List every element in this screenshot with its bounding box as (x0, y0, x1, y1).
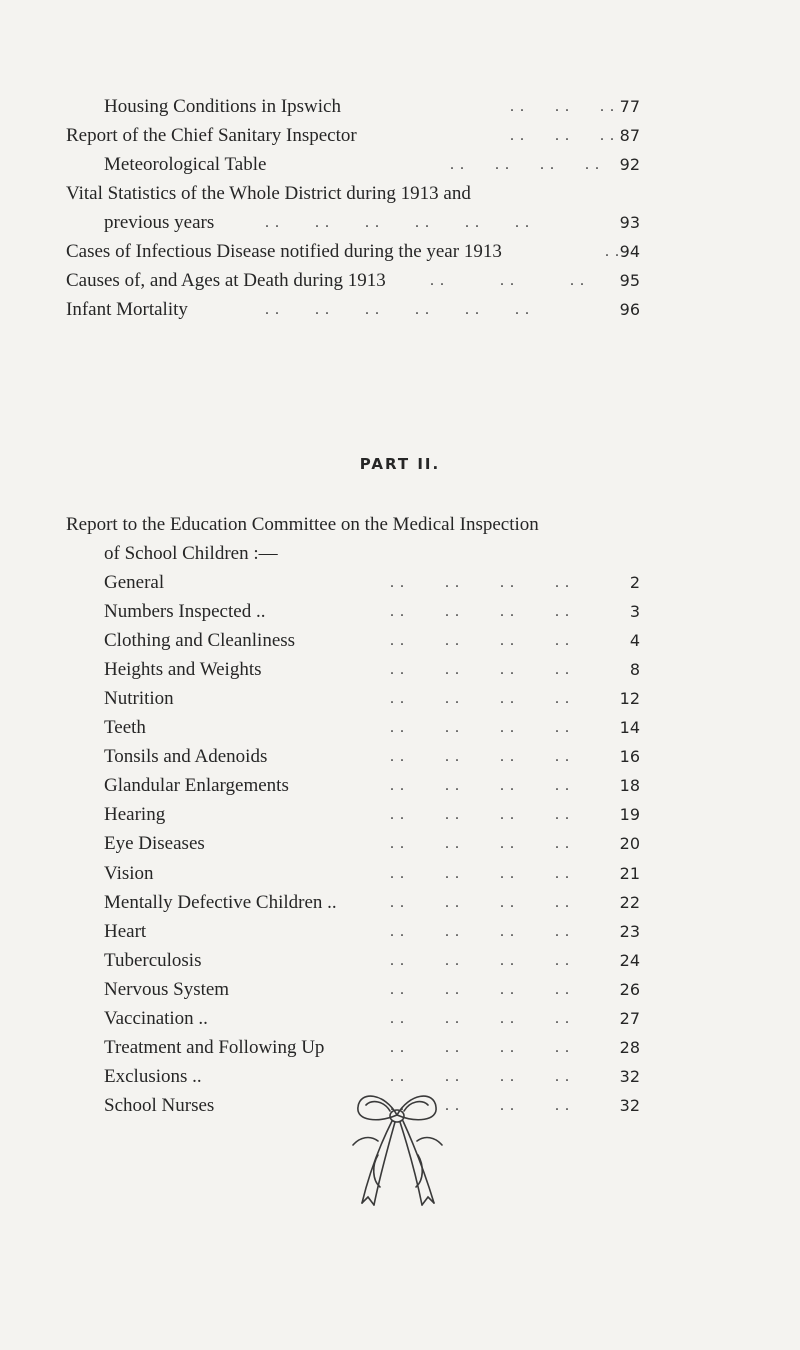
toc-entry-page: 26 (619, 980, 640, 999)
section-intro: Report to the Education Committee on the Medical Inspection (66, 514, 539, 535)
toc-entry-title: Numbers Inspected .. (104, 601, 266, 622)
leader-dots: . . . . . . . . (390, 632, 570, 649)
toc-entry-title: Tuberculosis (104, 950, 202, 971)
leader-dots: . . . . . . . . (390, 835, 570, 852)
toc-entry-title: General (104, 572, 165, 593)
toc-entry-title: Tonsils and Adenoids (104, 746, 268, 767)
toc-entry-title: Causes of, and Ages at Death during 1913 (66, 270, 386, 291)
toc-entry-title: Hearing (104, 804, 166, 825)
toc-entry-title: Clothing and Cleanliness (104, 630, 296, 651)
toc-entry-page: 95 (619, 271, 640, 290)
toc-entry-page: 94 (619, 242, 640, 261)
toc-entry-page: 4 (629, 631, 640, 650)
toc-entry-title: Infant Mortality (66, 299, 188, 320)
toc-entry-page: 28 (619, 1038, 640, 1057)
toc-entry-page: 20 (619, 834, 640, 853)
leader-dots: . . . . . . . . (390, 894, 570, 911)
toc-entry-page: 32 (619, 1096, 640, 1115)
toc-entry-page: 32 (619, 1067, 640, 1086)
toc-entry-page: 3 (629, 602, 640, 621)
leader-dots: . . . . . . . . (390, 661, 570, 678)
toc-entry-page: 2 (629, 573, 640, 592)
toc-entry-title: Treatment and Following Up (104, 1037, 325, 1058)
toc-entry-title: Vital Statistics of the Whole District during 1913 and (66, 183, 471, 204)
toc-entry-title: previous years (104, 212, 215, 233)
leader-dots: . . . . . . . . (390, 777, 570, 794)
toc-entry-title: Teeth (104, 717, 146, 738)
leader-dots: . . . . . . . . (390, 719, 570, 736)
leader-dots: . . . . . . . . (390, 603, 570, 620)
toc-entry-page: 27 (619, 1009, 640, 1028)
toc-entry-title: Mentally Defective Children .. (104, 892, 337, 913)
toc-entry-page: 18 (619, 776, 640, 795)
toc-entry-page: 93 (619, 213, 640, 232)
leader-dots: . . . . . . . . (390, 574, 570, 591)
section-intro-continued: of School Children :— (104, 543, 278, 564)
leader-dots: . . . . . . . . (390, 1097, 570, 1114)
leader-dots: . . . . . . (510, 127, 615, 144)
toc-entry-title: Nervous System (104, 979, 230, 1000)
toc-entry-title: School Nurses (104, 1095, 215, 1116)
toc-entry-page: 21 (619, 864, 640, 883)
toc-entry-title: Housing Conditions in Ipswich (104, 96, 341, 117)
leader-dots: . . . . . . . . (450, 156, 600, 173)
toc-entry-title: Exclusions .. (104, 1066, 202, 1087)
toc-entry-title: Vaccination .. (104, 1008, 208, 1029)
toc-entry-page: 14 (619, 718, 640, 737)
toc-entry-title: Meteorological Table (104, 154, 267, 175)
toc-entry-title: Glandular Enlargements (104, 775, 289, 796)
toc-entry-page: 16 (619, 747, 640, 766)
leader-dots: . . . . . . . . (390, 1010, 570, 1027)
toc-entry-page: 12 (619, 689, 640, 708)
toc-entry-page: 87 (619, 126, 640, 145)
toc-entry-title: Eye Diseases (104, 833, 205, 854)
leader-dots: . . . . . . . . (390, 865, 570, 882)
toc-entry-page: 23 (619, 922, 640, 941)
part-heading: PART II. (359, 455, 441, 473)
toc-entry-page: 96 (619, 300, 640, 319)
toc-entry-page: 92 (619, 155, 640, 174)
bow-ornament-icon (340, 1085, 455, 1210)
leader-dots: . . . . . . . . (390, 748, 570, 765)
toc-entry-title: Cases of Infectious Disease notified during the year 1913 (66, 241, 502, 262)
leader-dots: . . . . . . . . (390, 981, 570, 998)
leader-dots: . . . . . . . . (390, 1039, 570, 1056)
leader-dots: . . . . . . (430, 272, 585, 289)
leader-dots: . . . . . . . . (390, 690, 570, 707)
leader-dots: . . . . . . . . (390, 1068, 570, 1085)
leader-dots: . . . . . . . . . . . . (265, 214, 530, 231)
toc-entry-page: 8 (629, 660, 640, 679)
leader-dots: . . . . . . . . (390, 806, 570, 823)
leader-dots: . . . . . . . . . . . . (265, 301, 530, 318)
leader-dots: . . . . . . (510, 98, 615, 115)
toc-entry-title: Vision (104, 863, 154, 884)
toc-entry-title: Heart (104, 921, 147, 942)
toc-entry-title: Heights and Weights (104, 659, 262, 680)
toc-entry-title: Nutrition (104, 688, 174, 709)
leader-dots: . . (605, 243, 620, 260)
toc-entry-page: 19 (619, 805, 640, 824)
leader-dots: . . . . . . . . (390, 952, 570, 969)
toc-entry-title: Report of the Chief Sanitary Inspector (66, 125, 357, 146)
toc-entry-page: 77 (619, 97, 640, 116)
leader-dots: . . . . . . . . (390, 923, 570, 940)
toc-entry-page: 22 (619, 893, 640, 912)
toc-entry-page: 24 (619, 951, 640, 970)
